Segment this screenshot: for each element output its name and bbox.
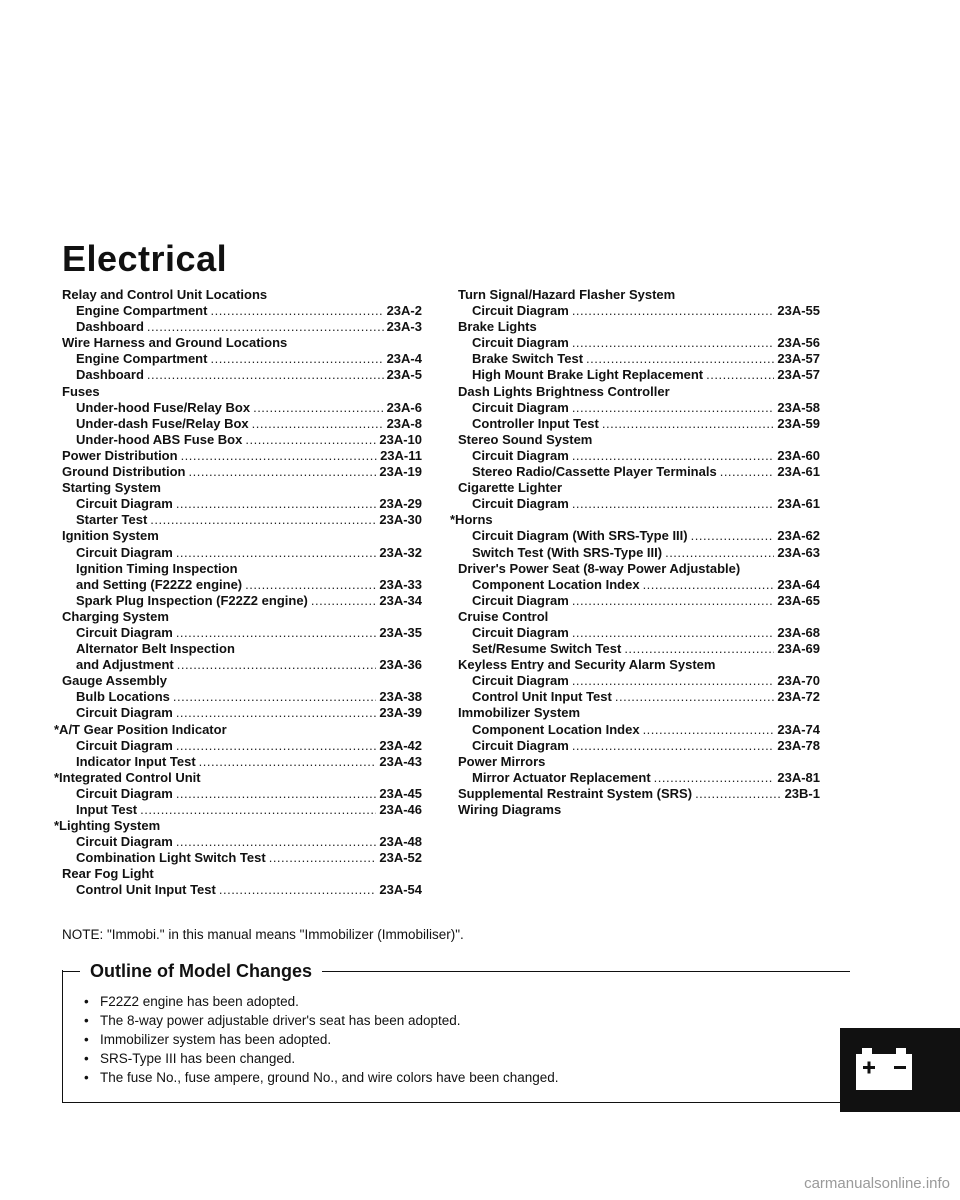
toc-entry-title: Dashboard xyxy=(76,319,144,335)
watermark: carmanualsonline.info xyxy=(804,1175,950,1192)
dot-leader xyxy=(695,786,782,802)
toc-page-number: 23A-62 xyxy=(777,528,820,544)
toc-page-number: 23A-72 xyxy=(777,689,820,705)
dot-leader xyxy=(572,335,775,351)
toc-entry[interactable] xyxy=(62,400,422,416)
toc-entry[interactable] xyxy=(62,882,422,898)
toc-entry[interactable] xyxy=(458,528,820,544)
toc-page-number: 23A-78 xyxy=(777,737,820,753)
toc-entry[interactable] xyxy=(62,496,422,512)
dot-leader xyxy=(140,802,376,818)
toc-page-number: 23A-8 xyxy=(386,415,422,431)
toc-entry[interactable] xyxy=(458,577,820,593)
dot-leader xyxy=(188,464,376,480)
toc-entry-title: Set/Resume Switch Test xyxy=(472,641,622,657)
dot-leader xyxy=(176,496,377,512)
dot-leader xyxy=(150,512,376,528)
toc-entry[interactable] xyxy=(62,802,422,818)
toc-entry-title: Input Test xyxy=(76,802,138,817)
toc-page-number: 23A-29 xyxy=(379,496,422,512)
toc-entry-title: and Setting (F22Z2 engine) xyxy=(76,576,243,592)
toc-entry[interactable] xyxy=(458,593,820,609)
toc-entry[interactable] xyxy=(458,400,820,416)
toc-entry-title: Stereo Radio/Cassette Player Terminals xyxy=(472,464,717,480)
toc-entry-title: Supplemental Restraint System (SRS) xyxy=(458,785,693,801)
toc-page-number: 23A-38 xyxy=(379,689,422,705)
outline-item: • SRS-Type III has been changed. xyxy=(84,1049,844,1068)
toc-page-number: 23A-46 xyxy=(379,802,422,817)
toc-page-number: 23A-61 xyxy=(777,496,820,512)
toc-heading: *Horns xyxy=(450,512,493,528)
toc-page-number: 23A-63 xyxy=(777,544,820,560)
toc-entry-title: Control Unit Input Test xyxy=(76,882,216,898)
dot-leader xyxy=(572,496,775,512)
dot-leader xyxy=(602,416,774,432)
toc-entry-title: Circuit Diagram xyxy=(76,496,173,512)
toc-entry[interactable] xyxy=(62,593,422,609)
dot-leader xyxy=(173,689,376,705)
toc-heading: *Integrated Control Unit xyxy=(54,769,201,785)
dot-leader xyxy=(210,303,383,319)
toc-entry-title: Engine Compartment xyxy=(76,351,208,367)
toc-heading: *Lighting System xyxy=(54,818,161,834)
dot-leader xyxy=(691,528,775,544)
toc-entry-title: and Adjustment xyxy=(76,657,174,673)
dot-leader xyxy=(311,593,376,609)
toc-page-number: 23A-56 xyxy=(777,335,820,351)
dot-leader xyxy=(706,367,774,383)
page-title: Electrical xyxy=(62,238,228,279)
toc-entry-title: Dashboard xyxy=(76,367,144,383)
toc-page-number: 23A-3 xyxy=(386,319,422,335)
section-thumb-tab[interactable] xyxy=(840,1028,960,1112)
toc-page-number: 23A-81 xyxy=(777,769,820,785)
toc-entry-title: Spark Plug Inspection (F22Z2 engine) xyxy=(76,592,308,608)
toc-entry[interactable] xyxy=(62,319,422,335)
toc-heading: Cigarette Lighter xyxy=(458,480,563,496)
toc-heading: Wire Harness and Ground Locations xyxy=(62,335,288,351)
toc-entry[interactable] xyxy=(62,689,422,705)
toc-entry-title: Circuit Diagram xyxy=(76,834,173,850)
toc-entry[interactable] xyxy=(62,448,422,464)
toc-entry-title: Brake Switch Test xyxy=(472,351,584,367)
dot-leader xyxy=(665,545,774,561)
toc-entry-title: Circuit Diagram xyxy=(76,785,173,801)
toc-entry-title: Combination Light Switch Test xyxy=(76,850,266,866)
toc-page-number: 23A-58 xyxy=(777,399,820,415)
toc-heading: Charging System xyxy=(62,608,169,624)
toc-entry[interactable] xyxy=(458,545,820,561)
battery-icon xyxy=(854,1046,914,1092)
toc-heading: *A/T Gear Position Indicator xyxy=(54,721,227,737)
toc-entry-title: Bulb Locations xyxy=(76,689,170,705)
toc-entry-title: Circuit Diagram xyxy=(472,399,569,415)
toc-entry-title: Switch Test (With SRS-Type III) xyxy=(472,544,663,560)
toc-page-number: 23A-57 xyxy=(777,351,820,367)
dot-leader xyxy=(252,416,384,432)
toc-entry-title: Circuit Diagram xyxy=(76,705,173,721)
toc-page-number: 23A-39 xyxy=(379,705,422,721)
toc-page-number: 23A-33 xyxy=(379,576,422,592)
toc-entry-title: Circuit Diagram xyxy=(76,624,173,640)
toc-entry-title: Circuit Diagram xyxy=(472,447,569,463)
toc-entry-title: Under-dash Fuse/Relay Box xyxy=(76,415,249,431)
dot-leader xyxy=(176,786,377,802)
toc-page-number: 23A-32 xyxy=(379,544,422,560)
dot-leader xyxy=(176,738,377,754)
toc-page-number: 23A-64 xyxy=(777,576,820,592)
toc-page-number: 23A-65 xyxy=(777,592,820,608)
toc-heading: Ignition Timing Inspection xyxy=(76,560,238,576)
dot-leader xyxy=(586,351,774,367)
toc-entry[interactable] xyxy=(458,738,820,754)
toc-entry[interactable] xyxy=(458,464,820,480)
toc-heading: Rear Fog Light xyxy=(62,866,154,882)
dot-leader xyxy=(572,625,775,641)
toc-entry[interactable] xyxy=(458,335,820,351)
toc-heading: Fuses xyxy=(62,383,100,399)
toc-entry[interactable] xyxy=(62,754,422,770)
toc-entry[interactable] xyxy=(458,722,820,738)
toc-entry-title: Engine Compartment xyxy=(76,303,208,319)
toc-heading: Gauge Assembly xyxy=(62,673,168,689)
dot-leader xyxy=(147,367,384,383)
toc-page-number: 23A-6 xyxy=(386,399,422,415)
dot-leader xyxy=(219,882,377,898)
toc-entry-title: Control Unit Input Test xyxy=(472,689,612,705)
toc-heading: Relay and Control Unit Locations xyxy=(62,287,268,302)
toc-heading: Immobilizer System xyxy=(458,705,581,721)
dot-leader xyxy=(176,625,377,641)
toc-entry[interactable] xyxy=(458,303,820,319)
toc-page-number: 23A-30 xyxy=(379,512,422,528)
toc-entry-title: Circuit Diagram xyxy=(472,737,569,753)
toc-entry[interactable] xyxy=(458,673,820,689)
toc-page-number: 23A-61 xyxy=(777,464,820,480)
toc-heading: Alternator Belt Inspection xyxy=(76,641,235,657)
toc-entry[interactable] xyxy=(62,577,422,593)
toc-heading: Dash Lights Brightness Controller xyxy=(458,383,670,399)
toc-entry-title: Circuit Diagram xyxy=(472,624,569,640)
toc-page-number: 23A-74 xyxy=(777,721,820,737)
toc-entry[interactable] xyxy=(62,545,422,561)
toc-entry-title: Circuit Diagram xyxy=(76,737,173,753)
toc-entry-title: Ground Distribution xyxy=(62,464,186,480)
toc-page-number: 23A-52 xyxy=(379,850,422,866)
toc-page-number: 23A-11 xyxy=(380,447,422,463)
outline-item: • The fuse No., fuse ampere, ground No., and wire colors have been changed. xyxy=(84,1068,844,1087)
toc-entry[interactable] xyxy=(62,625,422,641)
dot-leader xyxy=(177,657,377,673)
toc-entry[interactable] xyxy=(62,705,422,721)
toc-entry[interactable] xyxy=(458,351,820,367)
toc-page-number: 23A-57 xyxy=(777,367,820,383)
toc-entry[interactable] xyxy=(62,738,422,754)
toc-page-number: 23A-54 xyxy=(379,882,422,898)
dot-leader xyxy=(253,400,384,416)
toc-entry[interactable] xyxy=(458,689,820,705)
dot-leader xyxy=(572,738,775,754)
note-text: NOTE: "Immobi." in this manual means "Immobilizer (Immobiliser)". xyxy=(62,927,464,942)
dot-leader xyxy=(199,754,377,770)
toc-page-number: 23B-1 xyxy=(784,785,820,801)
toc-page-number: 23A-45 xyxy=(379,785,422,801)
dot-leader xyxy=(643,722,775,738)
toc-entry-title: Circuit Diagram xyxy=(76,544,173,560)
dot-leader xyxy=(654,770,775,786)
toc-entry[interactable] xyxy=(458,367,820,383)
dot-leader xyxy=(147,319,384,335)
toc-page-number: 23A-10 xyxy=(379,431,422,447)
toc-entry-title: Circuit Diagram xyxy=(472,335,569,351)
toc-page-number: 23A-35 xyxy=(379,624,422,640)
toc-entry[interactable] xyxy=(458,786,820,802)
toc-page-number: 23A-42 xyxy=(379,737,422,753)
toc-page-number: 23A-4 xyxy=(386,351,422,367)
outline-header xyxy=(62,956,850,986)
toc-entry-title: Circuit Diagram xyxy=(472,496,569,512)
dot-leader xyxy=(572,400,775,416)
toc-heading: Wiring Diagrams xyxy=(458,802,562,817)
dot-leader xyxy=(572,673,775,689)
toc-entry-title: Component Location Index xyxy=(472,721,640,737)
toc-entry-title: Circuit Diagram xyxy=(472,673,569,689)
dot-leader xyxy=(210,351,383,367)
toc-page-number: 23A-5 xyxy=(386,367,422,383)
dot-leader xyxy=(176,834,377,850)
toc-entry-title: Circuit Diagram (With SRS-Type III) xyxy=(472,528,688,544)
toc-entry-title: High Mount Brake Light Replacement xyxy=(472,367,704,383)
toc-page-number: 23A-68 xyxy=(777,624,820,640)
toc-entry[interactable] xyxy=(62,786,422,802)
toc-entry-title: Mirror Actuator Replacement xyxy=(472,769,651,785)
toc-entry[interactable] xyxy=(458,770,820,786)
toc-page-number: 23A-59 xyxy=(777,415,820,431)
toc-entry[interactable] xyxy=(62,464,422,480)
toc-entry[interactable] xyxy=(62,657,422,673)
toc-entry-title: Controller Input Test xyxy=(472,415,599,431)
toc-entry[interactable] xyxy=(62,512,422,528)
toc-heading: Stereo Sound System xyxy=(458,431,593,447)
toc-page-number: 23A-43 xyxy=(379,753,422,769)
dot-leader xyxy=(720,464,775,480)
toc-entry[interactable] xyxy=(62,432,422,448)
outline-item: • Immobilizer system has been adopted. xyxy=(84,1030,844,1049)
toc-entry-title: Circuit Diagram xyxy=(472,303,569,319)
outline-title: Outline of Model Changes xyxy=(90,960,313,981)
toc-heading: Keyless Entry and Security Alarm System xyxy=(458,657,716,673)
toc-entry[interactable] xyxy=(458,448,820,464)
dot-leader xyxy=(615,689,775,705)
toc-entry-title: Power Distribution xyxy=(62,447,178,463)
toc-entry-title: Under-hood Fuse/Relay Box xyxy=(76,399,251,415)
outline-item: • The 8-way power adjustable driver's seat has been adopted. xyxy=(84,1011,844,1030)
toc-entry[interactable] xyxy=(62,367,422,383)
toc-heading: Starting System xyxy=(62,480,161,496)
toc-page-number: 23A-55 xyxy=(777,303,820,319)
outline-list xyxy=(84,992,844,1087)
toc-heading: Power Mirrors xyxy=(458,753,546,769)
toc-page-number: 23A-70 xyxy=(777,673,820,689)
dot-leader xyxy=(572,448,775,464)
toc-page-number: 23A-48 xyxy=(379,834,422,850)
toc-page-number: 23A-34 xyxy=(379,592,422,608)
dot-leader xyxy=(176,545,377,561)
toc-entry-title: Component Location Index xyxy=(472,576,640,592)
toc-page-number: 23A-19 xyxy=(379,464,422,480)
toc-entry[interactable] xyxy=(458,625,820,641)
toc-entry[interactable] xyxy=(62,416,422,432)
toc-heading: Cruise Control xyxy=(458,608,549,624)
outline-item: • F22Z2 engine has been adopted. xyxy=(84,992,844,1011)
toc-entry-title: Indicator Input Test xyxy=(76,753,196,769)
dot-leader xyxy=(572,303,775,319)
toc-heading: Driver's Power Seat (8-way Power Adjustable) xyxy=(458,560,741,576)
toc-entry[interactable] xyxy=(62,303,422,319)
toc-entry-title: Starter Test xyxy=(76,512,148,528)
dot-leader xyxy=(572,593,775,609)
dot-leader xyxy=(245,432,376,448)
toc-left-column xyxy=(54,287,422,899)
dot-leader xyxy=(269,850,377,866)
toc-page-number: 23A-69 xyxy=(777,641,820,657)
toc-entry-title: Under-hood ABS Fuse Box xyxy=(76,431,243,447)
toc-page-number: 23A-2 xyxy=(386,303,422,319)
dot-leader xyxy=(181,448,378,464)
toc-entry[interactable] xyxy=(458,496,820,512)
toc-right-column xyxy=(450,287,820,818)
dot-leader xyxy=(624,641,774,657)
toc-heading: Turn Signal/Hazard Flasher System xyxy=(458,287,676,302)
toc-entry-title: Circuit Diagram xyxy=(472,592,569,608)
toc-entry[interactable] xyxy=(62,850,422,866)
toc-page-number: 23A-60 xyxy=(777,447,820,463)
dot-leader xyxy=(245,577,376,593)
toc-entry[interactable] xyxy=(62,351,422,367)
toc-page-number: 23A-36 xyxy=(379,657,422,673)
toc-entry[interactable] xyxy=(62,834,422,850)
toc-entry[interactable] xyxy=(458,641,820,657)
dot-leader xyxy=(643,577,775,593)
toc-heading: Ignition System xyxy=(62,528,159,544)
toc-heading: Brake Lights xyxy=(458,319,537,335)
dot-leader xyxy=(176,705,377,721)
toc-entry[interactable] xyxy=(458,416,820,432)
